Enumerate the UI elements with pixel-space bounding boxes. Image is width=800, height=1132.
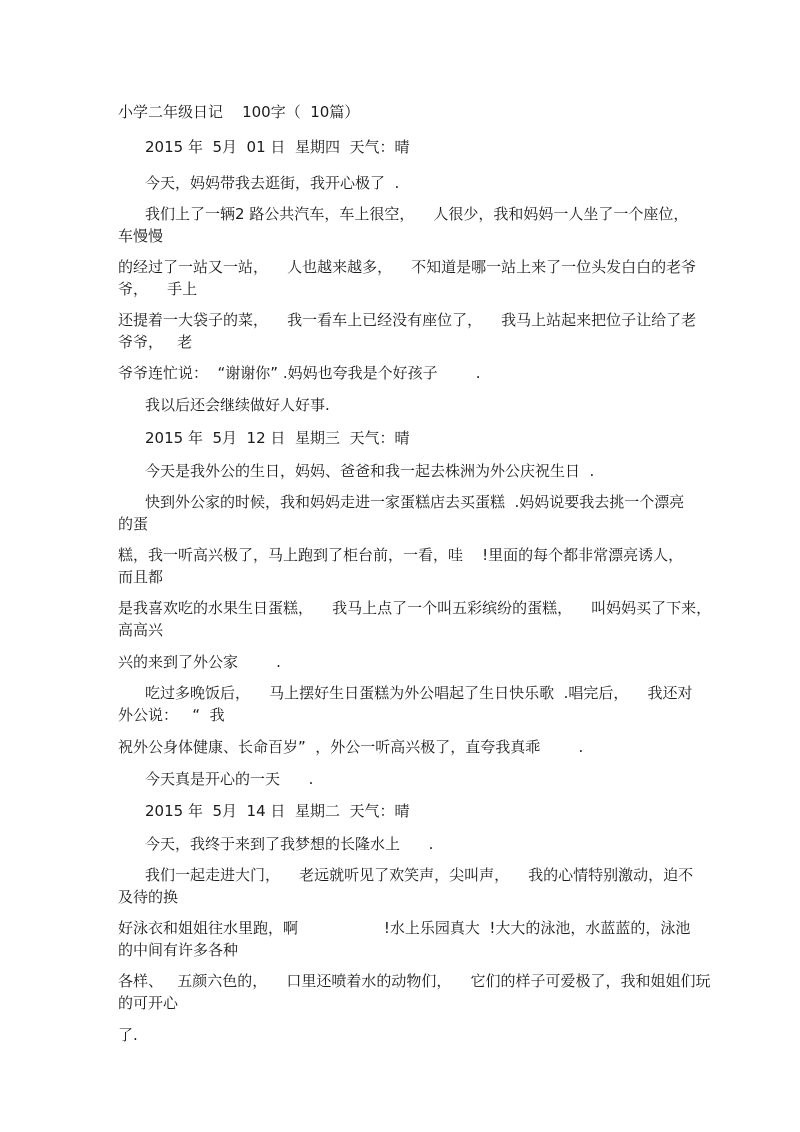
diary-date-line: 2015 年 5月 14 日 星期二 天气：晴 bbox=[145, 802, 410, 820]
paragraph-line: 各样、 五颜六色的， 口里还喷着水的动物们， 它们的样子可爱极了，我和姐姐们玩 bbox=[118, 972, 711, 990]
paragraph-line: 糕，我一听高兴极了，马上跑到了柜台前，一看，哇 !里面的每个都非常漂亮诱人， bbox=[118, 546, 684, 564]
paragraph-line: 我们一起走进大门， 老远就听见了欢笑声，尖叫声， 我的心情特别激动，迫不 bbox=[145, 866, 694, 884]
paragraph-line: 车慢慢 bbox=[118, 227, 164, 245]
paragraph-line: 爷爷， 老 bbox=[118, 333, 193, 351]
paragraph-line: 的蛋 bbox=[118, 515, 149, 533]
paragraph-line: 了. bbox=[118, 1026, 138, 1044]
paragraph-line: 还提着一大袋子的菜， 我一看车上已经没有座位了， 我马上站起来把位子让给了老 bbox=[118, 311, 697, 329]
paragraph-line: 高高兴 bbox=[118, 621, 164, 639]
paragraph-line: 的经过了一站又一站， 人也越来越多， 不知道是哪一站上来了一位头发白白的老爷 bbox=[118, 258, 697, 276]
paragraph-line: 快到外公家的时候，我和妈妈走进一家蛋糕店去买蛋糕 .妈妈说要我去挑一个漂亮 bbox=[145, 493, 685, 511]
paragraph-line: 的中间有许多各种 bbox=[118, 941, 239, 959]
paragraph-line: 祝外公身体健康、长命百岁” ，外公一听高兴极了，直夸我真乖 . bbox=[118, 738, 584, 756]
paragraph-line: 外公说： “ 我 bbox=[118, 706, 225, 724]
paragraph-line: 而且都 bbox=[118, 568, 164, 586]
document-title: 小学二年级日记 100字（ 10篇） bbox=[118, 103, 360, 121]
paragraph-line: 的可开心 bbox=[118, 994, 179, 1012]
paragraph-line: 兴的来到了外公家 . bbox=[118, 653, 281, 671]
diary-date-line: 2015 年 5月 12 日 星期三 天气：晴 bbox=[145, 429, 410, 447]
paragraph-line: 是我喜欢吃的水果生日蛋糕， 我马上点了一个叫五彩缤纷的蛋糕， 叫妈妈买了下来， bbox=[118, 599, 712, 617]
paragraph-line: 爷爷连忙说： “谢谢你” .妈妈也夸我是个好孩子 . bbox=[118, 364, 481, 382]
paragraph-line: 吃过多晚饭后， 马上摆好生日蛋糕为外公唱起了生日快乐歌 .唱完后， 我还对 bbox=[145, 684, 693, 702]
paragraph-line: 我以后还会继续做好人好事. bbox=[145, 396, 330, 414]
paragraph-line: 今天，我终于来到了我梦想的长隆水上 . bbox=[145, 835, 434, 853]
paragraph-line: 今天，妈妈带我去逛街，我开心极了 . bbox=[145, 174, 400, 192]
paragraph-line: 爷， 手上 bbox=[118, 280, 198, 298]
paragraph-line: 今天是我外公的生日，妈妈、爸爸和我一起去株洲为外公庆祝生日 . bbox=[145, 462, 595, 480]
paragraph-line: 及待的换 bbox=[118, 888, 179, 906]
paragraph-line: 我们上了一辆2 路公共汽车，车上很空， 人很少，我和妈妈一人坐了一个座位， bbox=[145, 205, 689, 223]
paragraph-line: 今天真是开心的一天 . bbox=[145, 770, 314, 788]
paragraph-line: 好泳衣和姐姐往水里跑，啊 !水上乐园真大 !大大的泳池，水蓝蓝的，泳池 bbox=[118, 919, 691, 937]
diary-date-line: 2015 年 5月 01 日 星期四 天气：晴 bbox=[145, 138, 410, 156]
